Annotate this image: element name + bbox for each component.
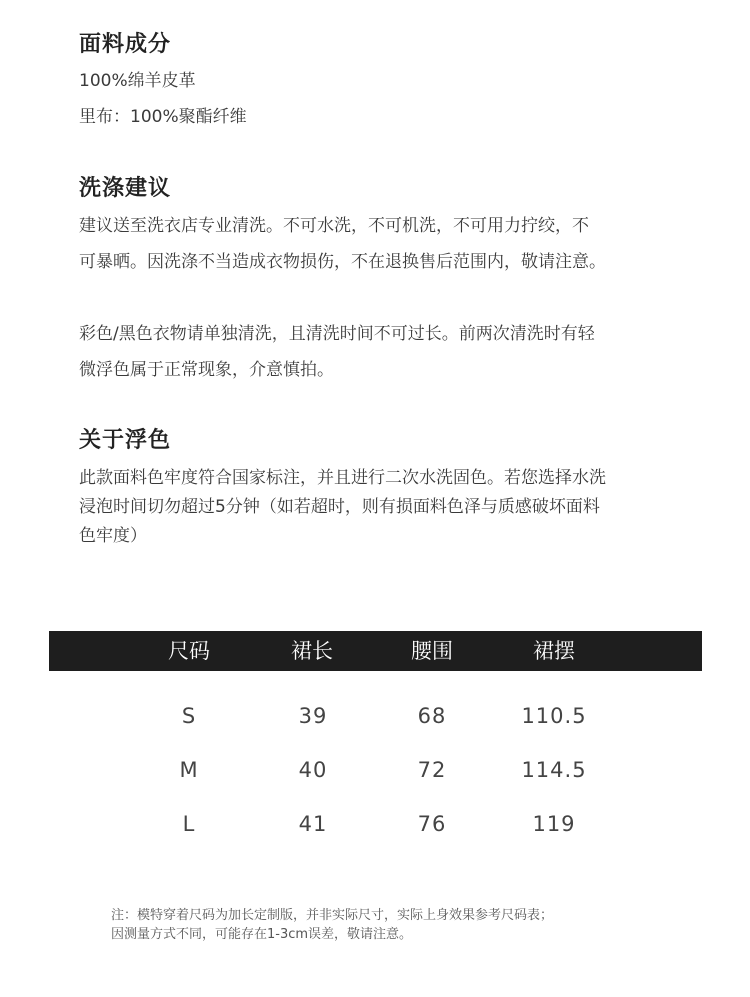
size-cell: L [182, 812, 196, 836]
header-size: 尺码 [168, 639, 210, 663]
size-note: 注：模特穿着尺码为加长定制版，并非实际尺寸，实际上身效果参考尺码表； [111, 908, 554, 923]
length-cell: 40 [298, 758, 328, 782]
fabric-title: 面料成分 [79, 32, 172, 57]
table-row [0, 755, 750, 785]
table-row [0, 809, 750, 839]
color-fading-line: 此款面料色牢度符合国家标注，并且进行二次水洗固色。若您选择水洗 [79, 468, 606, 488]
fabric-line: 100%绵羊皮革 [79, 71, 196, 91]
header-waist: 腰围 [411, 639, 453, 663]
waist-cell: 68 [417, 704, 447, 728]
size-cell: M [179, 758, 199, 782]
header-hem: 裙摆 [533, 639, 575, 663]
size-table-header [49, 631, 702, 671]
size-cell: S [181, 704, 197, 728]
waist-cell: 76 [417, 812, 447, 836]
length-cell: 39 [298, 704, 328, 728]
washing-line: 建议送至洗衣店专业清洗。不可水洗，不可机洗，不可用力拧绞，不 [79, 216, 589, 236]
color-fading-title: 关于浮色 [79, 428, 172, 453]
size-note: 因测量方式不同，可能存在1-3cm误差，敬请注意。 [111, 927, 413, 942]
hem-cell: 114.5 [521, 758, 587, 782]
hem-cell: 119 [532, 812, 576, 836]
washing-title: 洗涤建议 [79, 176, 172, 201]
hem-cell: 110.5 [521, 704, 587, 728]
washing-line: 彩色/黑色衣物请单独清洗，且清洗时间不可过长。前两次清洗时有轻 [79, 324, 595, 344]
header-skirt-length: 裙长 [291, 639, 333, 663]
lining-line: 里布：100%聚酯纤维 [79, 107, 247, 127]
washing-line: 可暴晒。因洗涤不当造成衣物损伤，不在退换售后范围内，敬请注意。 [79, 252, 606, 272]
table-row [0, 701, 750, 731]
length-cell: 41 [298, 812, 328, 836]
waist-cell: 72 [417, 758, 447, 782]
color-fading-line: 浸泡时间切勿超过5分钟（如若超时，则有损面料色泽与质感破坏面料 [79, 497, 600, 517]
washing-line: 微浮色属于正常现象，介意慎拍。 [79, 360, 334, 380]
color-fading-line: 色牢度） [79, 526, 147, 546]
